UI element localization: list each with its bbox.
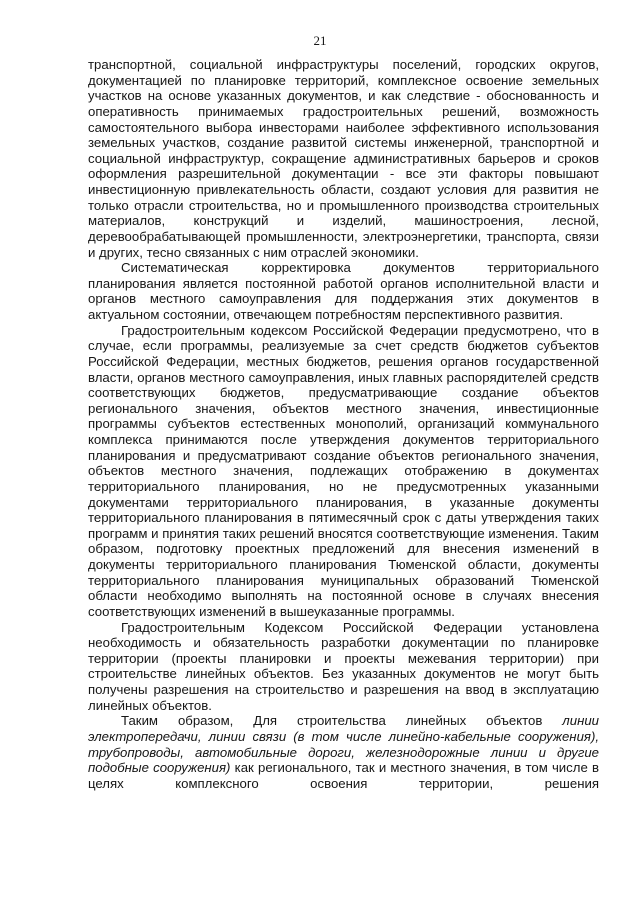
paragraph-infrastructure-benefits: транспортной, социальной инфраструктуры поселений, городских округов, документацией по планировке территорий, комплексное освоение земельных участков на основе указанных документов, и как следствие - обоснованность и оперативность принимаемых градостроительных решений, возможность самостоятельного выбора инвесторами наиболее эффективного использования земельных участков, создание развитой системы инженерной, транспортной и социальной инфраструктур, сокращение административных барьеров и сроков оформления разрешительной документации - все эти факторы повышают инвестиционную привлекательность области, создают условия для развития не только отрасли строительства, но и промышленного производства строительных материалов, конструкций и изделий, машиностроения, лесной, деревообрабатывающей промышленности, электроэнергетики, транспорта, связи и других, тесно связанных с ним отраслей экономики.: [88, 57, 599, 260]
paragraph-linear-objects-construction: [88, 713, 599, 791]
document-body: [88, 57, 599, 791]
paragraph-systematic-correction: Систематическая корректировка документов территориального планирования является постоянной работой органов исполнительной власти и органов местного самоуправления для поддержания этих документов в актуальном состоянии, отвечающем потребностям перспективного развития.: [88, 260, 599, 322]
paragraph-linear-objects-documentation: Градостроительным Кодексом Российской Федерации установлена необходимость и обязательность разработки документации по планировке территории (проекты планировки и проекты межевания территории) при строительстве линейных объектов. Без указанных документов не могут быть получены разрешения на строительство и разрешения на ввод в эксплуатацию линейных объектов.: [88, 619, 599, 713]
linear-objects-list: линии электропередачи, линии связи (в том числе линейно-кабельные сооружения), трубопроводы, автомобильные дороги, железнодорожные линии и другие подобные сооружения): [88, 713, 599, 776]
paragraph-text-start: Таким образом, Для строительства линейных объектов: [121, 713, 563, 729]
paragraph-text-end: как регионального, так и местного значения, в том числе в целях комплексного освоения территории, решения: [88, 760, 599, 791]
paragraph-urban-planning-code-changes: Градостроительным кодексом Российской Федерации предусмотрено, что в случае, если программы, реализуемые за счет средств бюджетов субъектов Российской Федерации, местных бюджетов, решения органов государственной власти, органов местного самоуправления, иных главных распорядителей средств соответствующих бюджетов, предусматривающие создание объектов регионального значения, объектов местного значения, инвестиционные программы субъектов естественных монополий, организаций коммунального комплекса принимаются после утверждения документов территориального планирования и предусматривают создание объектов регионального значения, объектов местного значения, подлежащих отображению в документах территориального планирования, но не предусмотренных указанными документами территориального планирования, в указанные документы территориального планирования в пятимесячный срок с даты утверждения таких программ и принятия таких решений вносятся соответствующие изменения. Таким образом, подготовку проектных предложений для внесения изменений в документы территориального планирования Тюменской области, документы территориального планирования муниципальных образований Тюменской области необходимо выполнять на постоянной основе в случаях внесения соответствующих изменений в вышеуказанные программы.: [88, 322, 599, 619]
page-number: 21: [313, 33, 327, 48]
